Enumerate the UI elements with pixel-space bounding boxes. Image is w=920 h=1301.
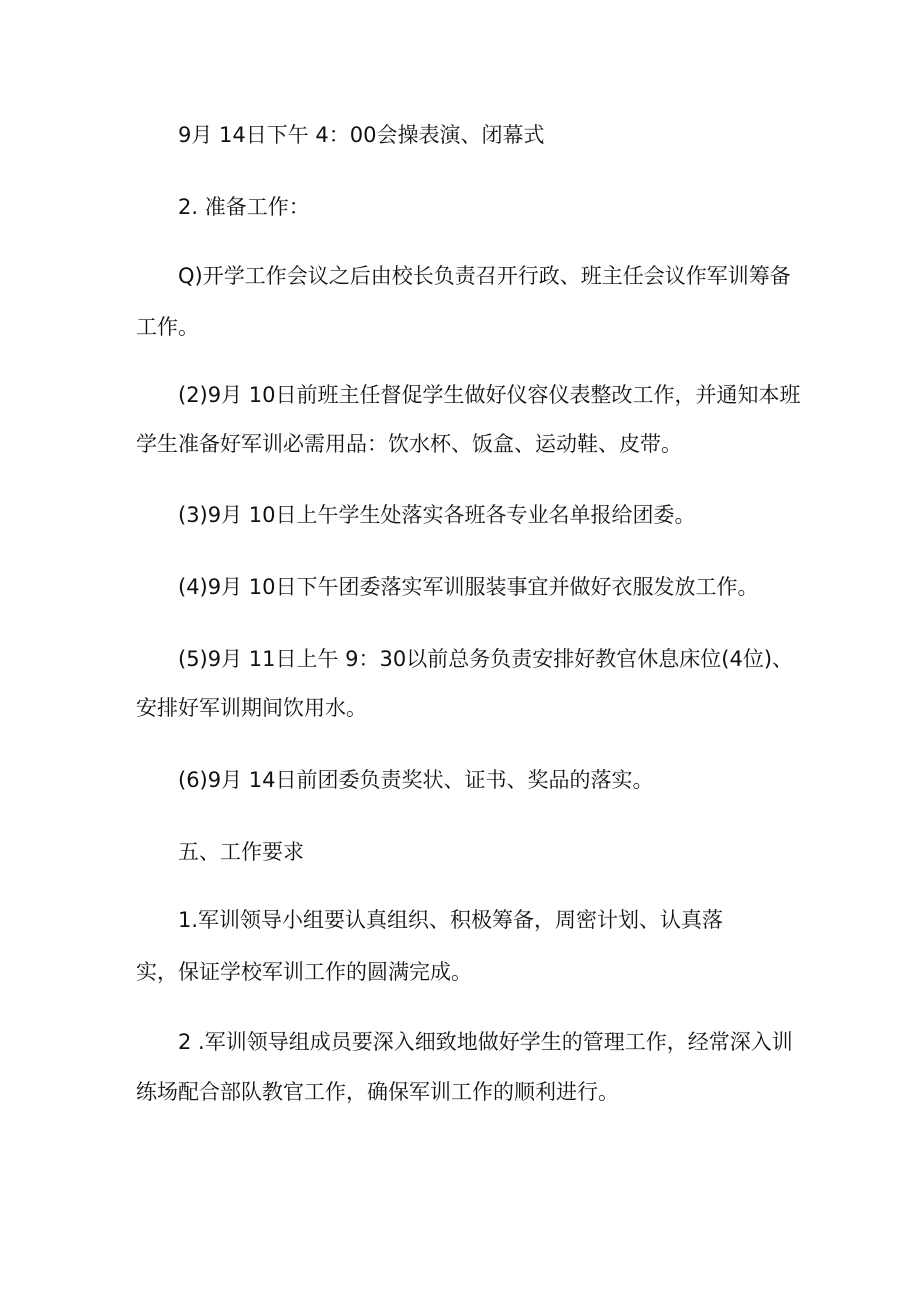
heading-preparation: 2. 准备工作： — [178, 195, 310, 219]
requirement-1-line-2: 实，保证学校军训工作的圆满完成。 — [136, 960, 472, 984]
requirement-2-line-2: 练场配合部队教官工作，确保军训工作的顺利进行。 — [136, 1080, 619, 1104]
requirement-2-line-1: 2 .军训领导组成员要深入细致地做好学生的管理工作，经常深入训 — [178, 1030, 793, 1054]
prep-item-5-line-2: 安排好军训期间饮用水。 — [136, 696, 367, 720]
prep-item-2-line-1: (2)9月 10日前班主任督促学生做好仪容仪表整改工作，并通知本班 — [178, 383, 801, 407]
requirement-1-line-1: 1.军训领导小组要认真组织、积极筹备，周密计划、认真落 — [178, 908, 724, 932]
prep-item-2-line-2: 学生准备好军训必需用品：饮水杯、饭盒、运动鞋、皮带。 — [136, 432, 682, 456]
prep-item-3: (3)9月 10日上午学生处落实各班各专业名单报给团委。 — [178, 503, 696, 527]
prep-item-4: (4)9月 10日下午团委落实军训服装事宜并做好衣服发放工作。 — [178, 575, 759, 599]
prep-item-1-line-2: 工作。 — [136, 315, 199, 339]
prep-item-5-line-1: (5)9月 11日上午 9：30以前总务负责安排好教官休息床位(4位)、 — [178, 647, 794, 671]
schedule-closing-ceremony: 9月 14日下午 4：00会操表演、闭幕式 — [178, 123, 545, 147]
prep-item-1-line-1: Q)开学工作会议之后由校长负责召开行政、班主任会议作军训筹备 — [178, 264, 791, 288]
prep-item-6: (6)9月 14日前团委负责奖状、证书、奖品的落实。 — [178, 768, 654, 792]
heading-work-requirements: 五、工作要求 — [178, 840, 304, 864]
